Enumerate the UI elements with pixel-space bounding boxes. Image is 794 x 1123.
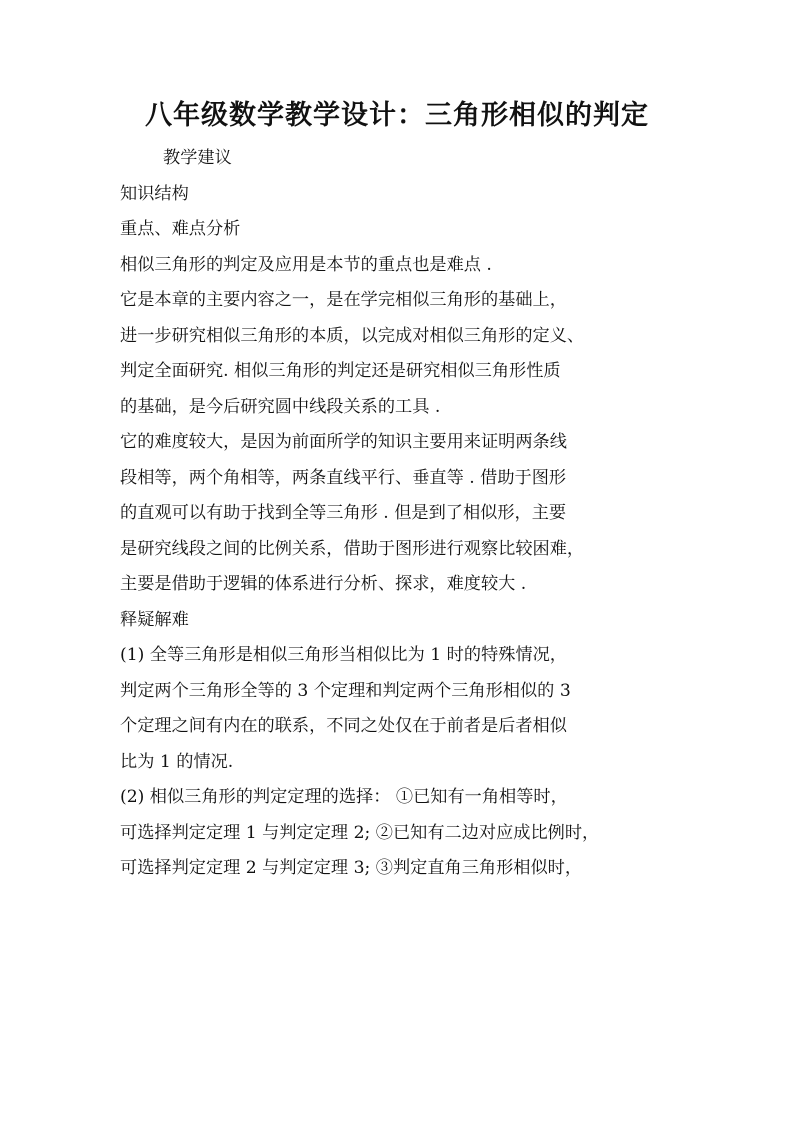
paragraph-line: 判定全面研究. 相似三角形的判定还是研究相似三角形性质 [120,361,561,381]
section-heading-clarification: 释疑解难 [120,609,189,630]
document-body [120,141,700,887]
paragraph-line: 的基础，是今后研究圆中线段关系的工具 . [120,396,441,417]
paragraph-line: 主要是借助于逻辑的体系进行分析、探求，难度较大 . [120,574,527,594]
paragraph-line: (2) 相似三角形的判定定理的选择： ①已知有一角相等时， [120,787,568,807]
section-heading-knowledge-structure: 知识结构 [120,183,189,204]
paragraph-line: 可选择判定定理 2 与判定定理 3; ③判定直角三角形相似时， [120,858,583,878]
section-heading-key-difficult-points: 重点、难点分析 [120,219,241,239]
paragraph-line: 判定两个三角形全等的 3 个定理和判定两个三角形相似的 3 [120,680,571,701]
paragraph-line: 它的难度较大，是因为前面所学的知识主要用来证明两条线 [120,432,567,452]
section-heading-teaching-suggestions: 教学建议 [163,148,232,168]
paragraph-line: 段相等，两个角相等，两条直线平行、垂直等 . 借助于图形 [120,467,567,488]
document-title: 八年级数学教学设计：三角形相似的判定 [145,100,649,131]
paragraph-line: (1) 全等三角形是相似三角形当相似比为 1 时的特殊情况， [120,645,567,665]
paragraph-line: 比为 1 的情况. [120,751,234,772]
paragraph-line: 它是本章的主要内容之一，是在学完相似三角形的基础上， [120,290,567,310]
paragraph-line: 可选择判定定理 1 与判定定理 2; ②已知有二边对应成比例时， [120,822,600,843]
paragraph-line: 进一步研究相似三角形的本质，以完成对相似三角形的定义、 [120,325,585,346]
paragraph-line: 相似三角形的判定及应用是本节的重点也是难点 . [120,254,492,275]
paragraph-line: 个定理之间有内在的联系，不同之处仅在于前者是后者相似 [120,716,567,736]
paragraph-line: 的直观可以有助于找到全等三角形 . 但是到了相似形，主要 [120,503,567,523]
paragraph-line: 是研究线段之间的比例关系，借助于图形进行观察比较困难， [120,538,585,559]
